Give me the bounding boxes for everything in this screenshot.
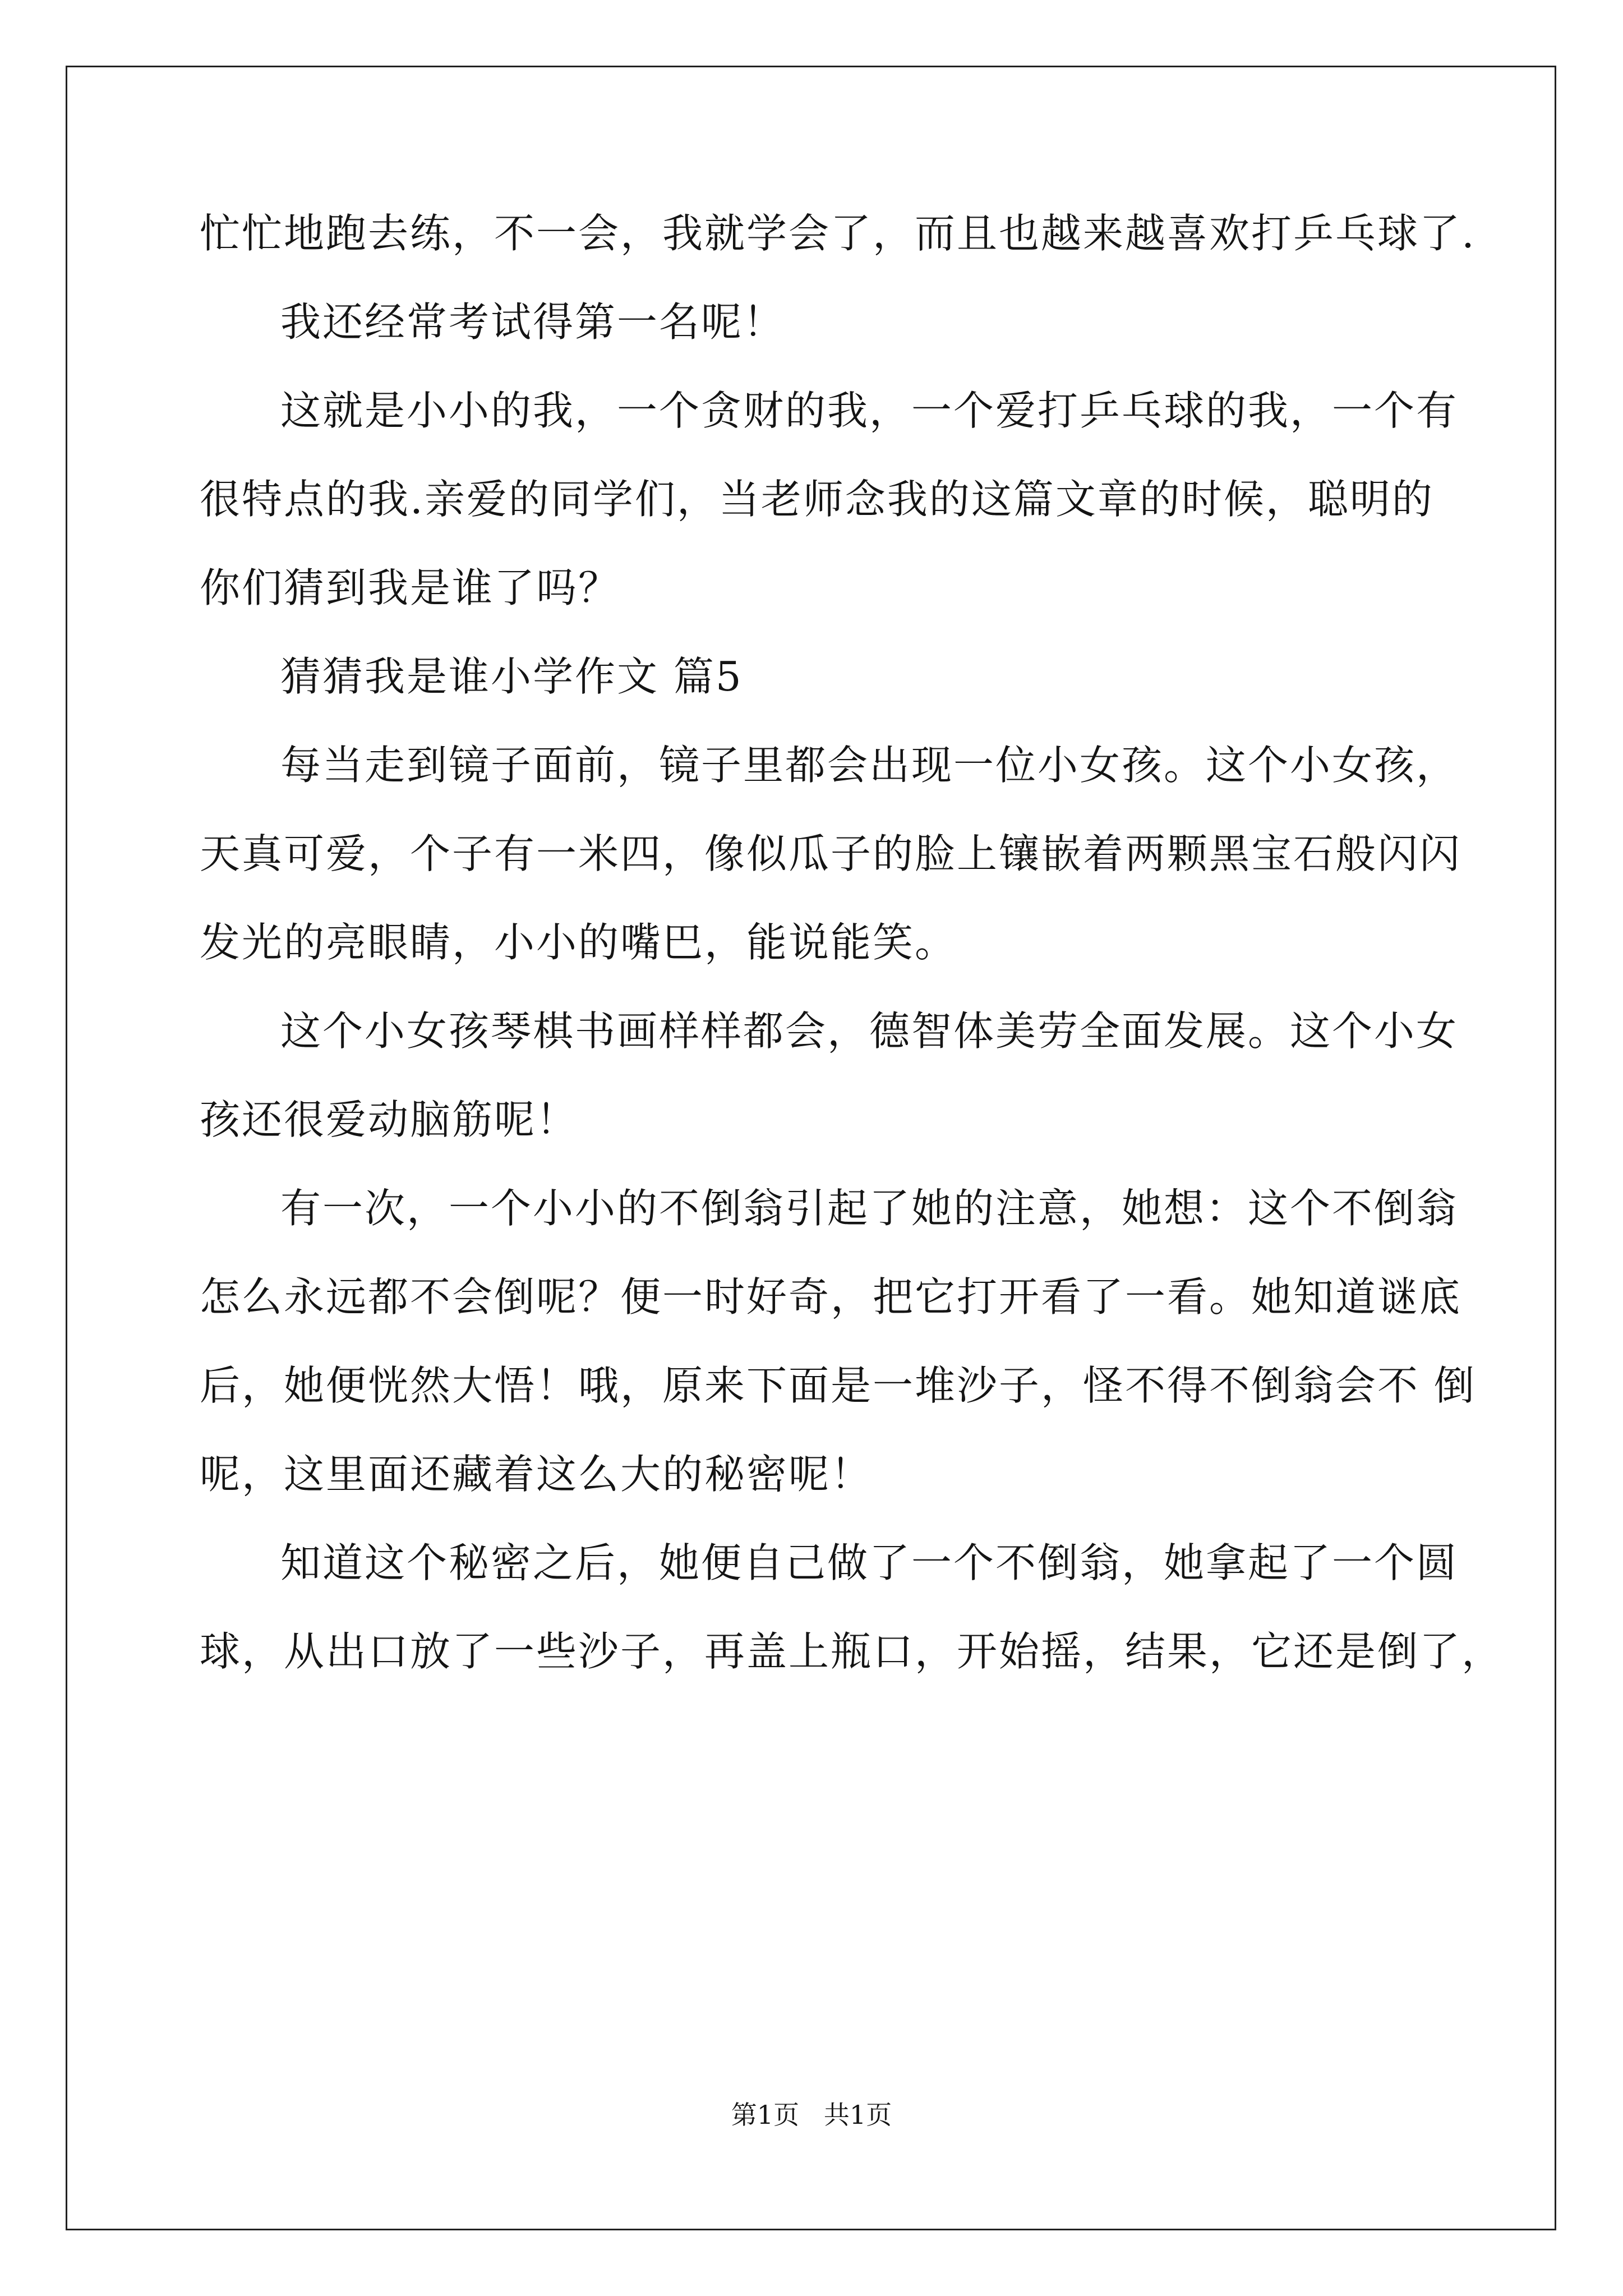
text-line: 怎么永远都不会倒呢？便一时好奇，把它打开看了一看。她知道谜底 <box>200 1273 1462 1320</box>
text-line: 这个小女孩琴棋书画样样都会，德智体美劳全面发展。这个小女 <box>280 1007 1459 1055</box>
section-heading: 猜猜我是谁小学作文 篇5 <box>280 653 743 700</box>
text-line: 知道这个秘密之后，她便自己做了一个不倒翁，她拿起了一个圆 <box>280 1539 1459 1586</box>
text-line: 我还经常考试得第一名呢！ <box>280 298 786 346</box>
text-line: 孩还很爱动脑筋呢！ <box>200 1096 579 1143</box>
page-number-footer: 第1页 共1页 <box>731 2100 892 2130</box>
text-line: 球，从出口放了一些沙子，再盖上瓶口，开始摇，结果，它还是倒了， <box>200 1628 1504 1675</box>
text-line: 发光的亮眼睛，小小的嘴巴，能说能笑。 <box>200 919 957 966</box>
text-line: 呢，这里面还藏着这么大的秘密呢！ <box>200 1451 873 1498</box>
text-line: 每当走到镜子面前，镜子里都会出现一位小女孩。这个小女孩， <box>280 742 1459 789</box>
text-line: 有一次，一个小小的不倒翁引起了她的注意，她想：这个不倒翁 <box>280 1185 1459 1232</box>
text-line: 天真可爱，个子有一米四，像似瓜子的脸上镶嵌着两颗黑宝石般闪闪 <box>200 830 1462 877</box>
text-line: 后，她便恍然大悟！哦，原来下面是一堆沙子，怪不得不倒翁会不 倒 <box>200 1362 1476 1409</box>
text-line: 你们猜到我是谁了吗？ <box>200 564 621 611</box>
text-line: 很特点的我.亲爱的同学们，当老师念我的这篇文章的时候，聪明的 <box>200 476 1434 523</box>
text-line: 忙忙地跑去练，不一会，我就学会了，而且也越来越喜欢打乒乓球了. <box>200 210 1476 257</box>
text-line: 这就是小小的我，一个贪财的我，一个爱打乒乓球的我，一个有 <box>280 387 1459 434</box>
